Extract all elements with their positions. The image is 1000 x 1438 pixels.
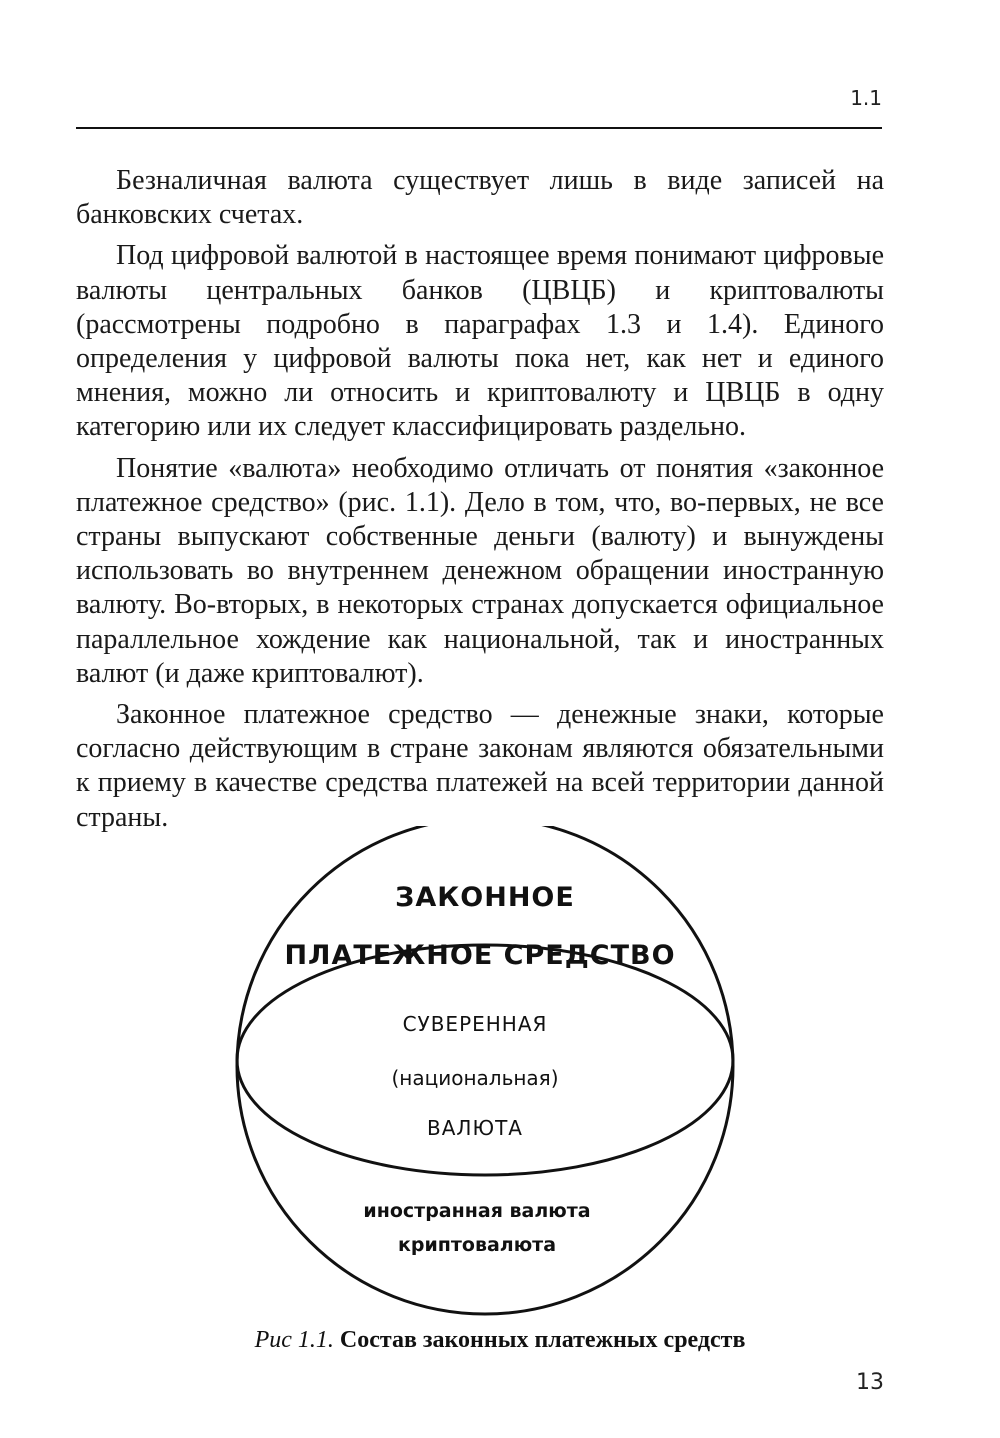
label-currency: ВАЛЮТА [427,1116,523,1140]
caption-label: Рис 1.1. [254,1327,334,1353]
paragraph: Законное платежное средство — денежные знаки, которые согласно действующим в стране законам являются обязательными к приему в качестве средства платежей на всей территории данной страны. [76,699,884,833]
header-rule [76,127,882,129]
inner-ellipse [237,945,733,1175]
figure-legal-tender-diagram [220,826,750,1326]
label-national: (национальная) [391,1066,559,1090]
body-text [76,164,884,842]
label-foreign-currency: иностранная валюта [363,1200,591,1222]
label-cryptocurrency: криптовалюта [397,1234,557,1256]
caption-title: Состав законных платежных средств [339,1327,746,1353]
label-legal-tender-line1: ЗАКОННОЕ [395,882,575,913]
paragraph: Понятие «валюта» необходимо отличать от понятия «законное платежное средство» (рис. 1.1). Дело в том, что, во-первых, не все страны выпускают собственные деньги (валюту) и вынуждены использовать во внутреннем денежном обращении иностранную валюту. Во-вторых, в некоторых странах допускается официальное параллельное хождение как национальной, так и иностранных валют (и даже криптовалют). [76,452,884,689]
label-sovereign: СУВЕРЕННАЯ [402,1012,548,1036]
paragraph: Безналичная валюта существует лишь в виде записей на банковских счетах. [76,165,884,231]
paragraph: Под цифровой валютой в настоящее время понимают цифровые валюты центральных банков (ЦВЦБ) и криптовалюты (рассмотрены подробно в параграфах 1.3 и 1.4). Единого определения у цифровой валюты пока нет, как нет и единого мнения, можно ли относить и криптовалюту и ЦВЦБ в одну категорию или их следует классифицировать раздельно. [76,240,884,443]
running-head-section: 1.1 [850,86,882,110]
page-number: 13 [856,1370,884,1395]
figure-caption [0,1327,1000,1354]
label-legal-tender-line2: ПЛАТЕЖНОЕ СРЕДСТВО [284,940,676,971]
